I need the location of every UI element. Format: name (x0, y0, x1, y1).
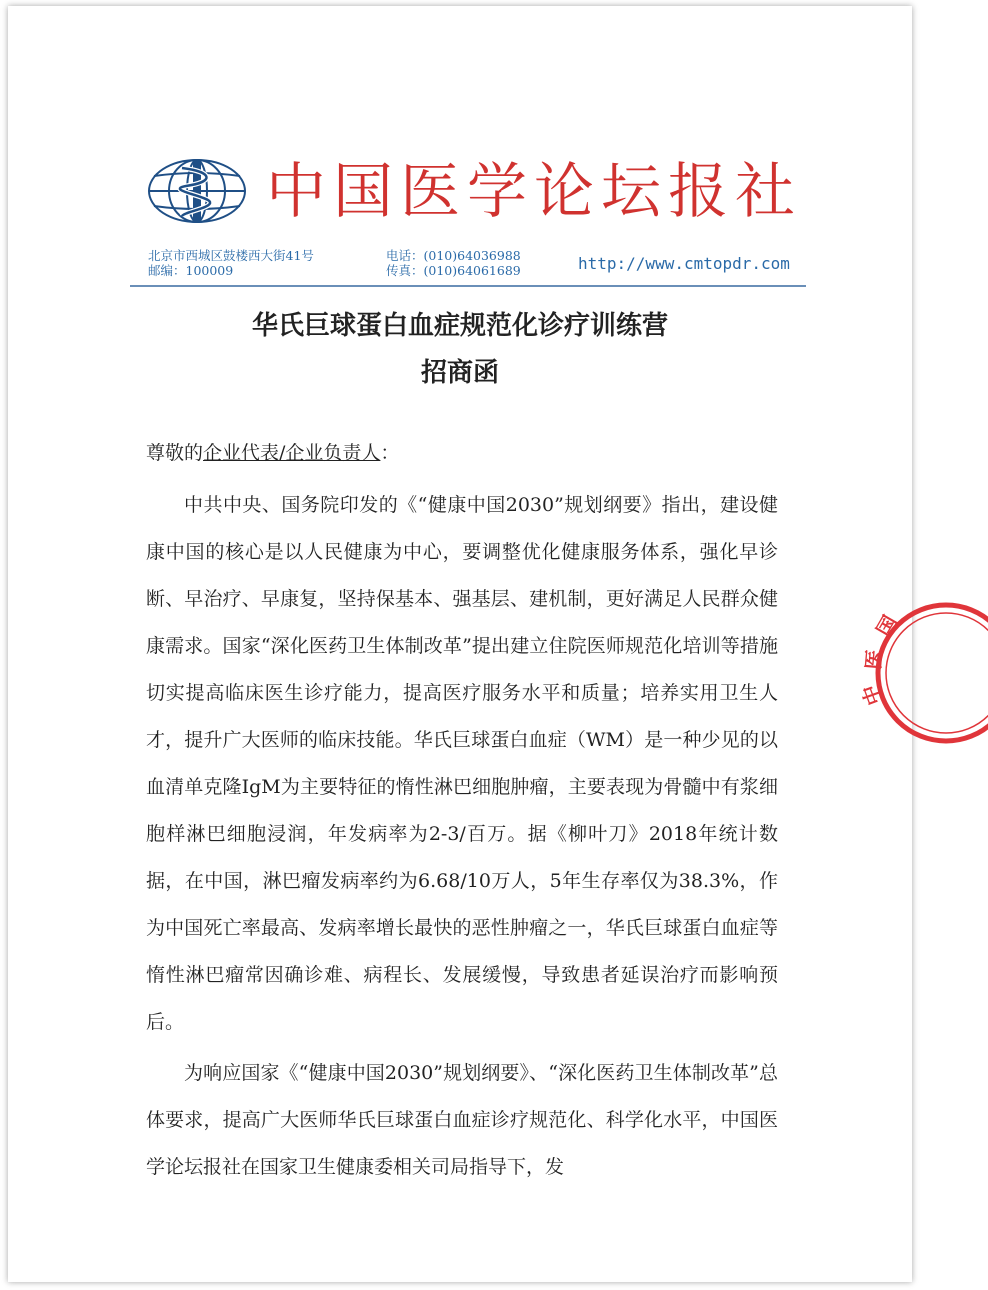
globe-caduceus-logo-icon (144, 156, 250, 226)
svg-text:中: 中 (857, 681, 887, 709)
letterhead-divider (130, 285, 806, 287)
website-link[interactable]: http://www.cmtopdr.com (578, 254, 790, 273)
body-paragraph-1: 中共中央、国务院印发的《“健康中国2030”规划纲要》指出，建设健康中国的核心是以人民健康为中心，要调整优化健康服务体系，强化早诊断、早治疗、早康复，坚持保基本、强基层、建机制，更好满足人民群众健康需求。国家“深化医药卫生体制改革”提出建立住院医师规范化培训等措施切实提高临床医生诊疗能力，提高医疗服务水平和质量；培养实用卫生人才，提升广大医师的临床技能。华氏巨球蛋白血症（WM）是一种少见的以血清单克隆IgM为主要特征的惰性淋巴细胞肿瘤，主要表现为骨髓中有浆细胞样淋巴细胞浸润，年发病率为2-3/百万。据《柳叶刀》2018年统计数据，在中国，淋巴瘤发病率约为6.68/10万人，5年生存率仅为38.3%，作为中国死亡率最高、发病率增长最快的恶性肿瘤之一，华氏巨球蛋白血症等惰性淋巴瘤常因确诊难、病程长、发展缓慢，导致患者延误治疗而影响预后。 (146, 494, 778, 1033)
address-line: 北京市西城区鼓楼西大街41号 (148, 248, 314, 263)
salutation-suffix: ： (380, 442, 400, 464)
salutation-addressee: 企业代表/企业负责人 (203, 442, 381, 464)
svg-text:国: 国 (871, 611, 903, 641)
document-page (8, 6, 912, 1282)
phone-fax-block (386, 248, 521, 278)
body-paragraph-2: 为响应国家《“健康中国2030”规划纲要》、“深化医药卫生体制改革”总体要求，提高广大医师华氏巨球蛋白血症诊疗规范化、科学化水平，中国医学论坛报社在国家卫生健康委相关司局指导下，发 (146, 1062, 778, 1178)
fax-line: 传真：(010)64061689 (386, 263, 521, 278)
document-subtitle: 招商函 (420, 358, 499, 388)
document-title: 华氏巨球蛋白血症规范化诊疗训练营 (251, 311, 668, 341)
salutation (146, 438, 399, 465)
phone-line: 电话：(010)64036988 (386, 248, 521, 263)
svg-text:医: 医 (861, 648, 887, 671)
salutation-prefix: 尊敬的 (146, 442, 204, 464)
red-seal-stamp-icon (857, 598, 988, 748)
postcode-line: 邮编：100009 (148, 263, 234, 278)
address-block (148, 248, 314, 278)
organization-name: 中国医学论坛报社 (266, 157, 802, 227)
